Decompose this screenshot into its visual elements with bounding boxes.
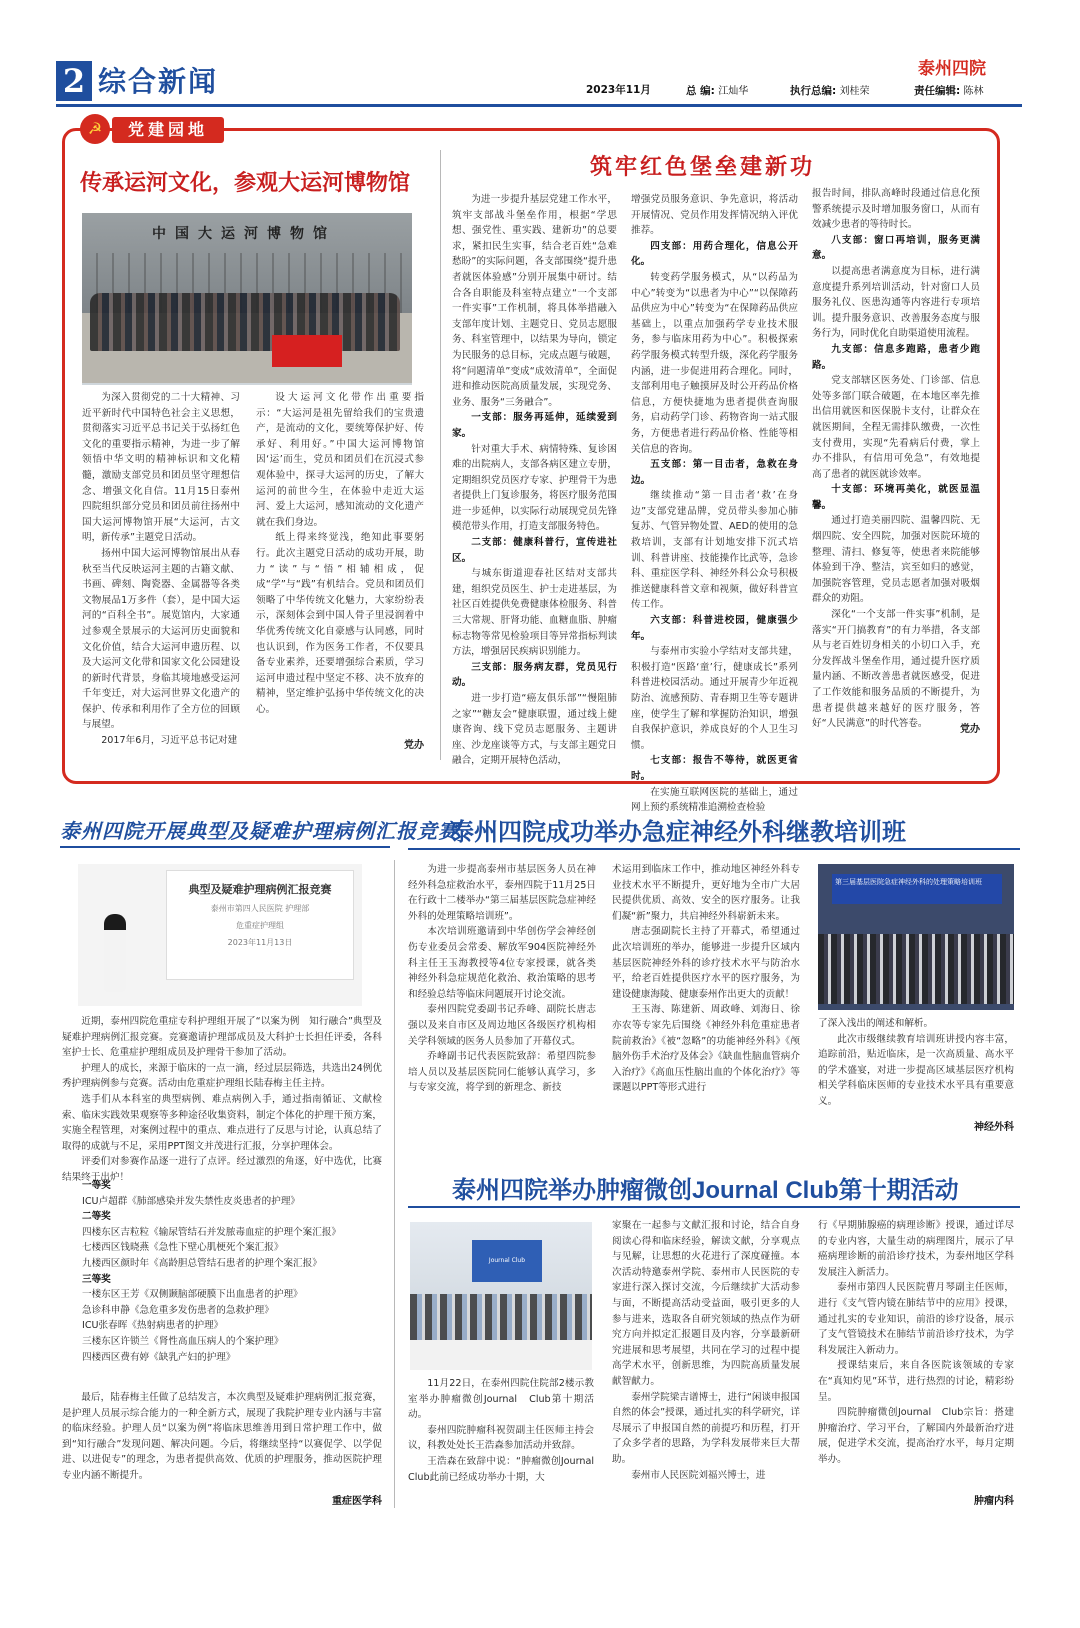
award-item: 四楼西区费有婷《缺乳产妇的护理》: [82, 1351, 236, 1363]
article-title-neurosurgery: 泰州四院成功举办急症神经外科继教培训班: [450, 819, 906, 846]
neuro-col1: 为进一步提高泰州市基层医务人员在神经外科急症救治水平，泰州四院于11月25日在行政十二楼举办“第三届基层医院急症神经外科的处理策略培训班”。 本次培训班邀请到中华创伤学会神经创伤专业委员会常委、解放军904医院神经外科主任王玉海教授等4位专家授课，就各类神经外科急症规范化救治、救治策略的思考和经验总结等临床问题展开讨论交流。 泰州四院党委副书记乔峰、副院长唐志强以及来自市区及周边地区各级医疗机构相关学科领域的医务人员参加了开幕仪式。 乔峰副书记代表医院致辞：希望四院参培人员以及基层医院同仁能够认真学习，多与专家交流，将学到的新理念、新技: [408, 864, 596, 1094]
award-item: 七楼西区钱晓燕《急性下壁心肌梗死个案汇报》: [82, 1242, 284, 1254]
party-section-rule: [230, 129, 950, 131]
page-number: 2: [56, 61, 92, 101]
article-fortress-col3: 报告时间，排队高峰时段通过信息化预警系统提示及时增加服务窗口，从而有效减少患者的等待时长。 八支部：窗口再培训，服务更满意。 以提高患者满意度为目标，进行满意度提升系列培训活动，针对窗口人员服务礼仪、医患沟通等内容进行专项培训。提升服务意识、改善服务态度与服务行为，同时优化自助渠道使用流程。 九支部：信息多跑路，患者少跑路。 党支部辖区医务处、门诊部、信息处等多部门联合破题，在本地区率先推出信用就医和医保脱卡支付，让群众在就医期间，全程无需排队缴费，一次性支付费用，实现“先看病后付费，掌上办不排队，有信用可免急”，有效地提高了患者的就医就诊效率。 十支部：环境再美化，就医显温馨。 通过打造美丽四院、温馨四院、无烟四院、安全四院，加强对医院环境的整理、清扫、修复等，使患者来院能够体验到干净、整洁，宾至如归的感觉，加强院容管理，党员志愿者加强对吸烟群众的劝阻。 深化“一个支部一件实事”机制，是落实“开门搞教育”的有力举措，各支部从与老百姓切身相关的小切口入手，充分发挥战斗堡垒作用，通过提升医疗质量内涵、不断改善患者就医感受，促进了工作效能和服务品质的不断提升，为患者提供越来越好的医疗服务，答好“人民满意”的时代答卷。: [812, 188, 980, 730]
nursing-closing: 最后，陆春梅主任做了总结发言，本次典型及疑难护理病例汇报竞赛，是护理人员展示综合能力的一种全新方式，展现了我院护理专业内涵与丰富的临床经验。护理人员“以案为例”将临床思维善用到日常护理工作中，做到“知行融合”发现问题、解决问题。今后，将继续坚持“以赛促学、以学促进、以进促专”的理念，为患者提供高效、优质的护理服务，推动医院护理专业内涵不断提升。: [62, 1392, 382, 1481]
masthead-logo: 泰州四院: [918, 59, 986, 79]
party-section-tab: 党建园地: [112, 117, 224, 143]
conference-photo: [818, 864, 1014, 1010]
neuro-col3: 了深入浅出的阐述和解析。 此次市级继续教育培训班讲授内容丰富，追踪前沿，贴近临床，是一次高质量、高水平的学术盛宴，对进一步提高区域基层医疗机构相关学科临床医师的专业技术水平具有重要意义。: [818, 1018, 1014, 1107]
meeting-table: [410, 1340, 592, 1370]
article-title-red-fortress: 筑牢红色堡垒建新功: [590, 154, 816, 180]
nursing-intro: 近期，泰州四院危重症专科护理组开展了“以案为例 知行融合”典型及疑难护理病例汇报竞赛。竞赛邀请护理部成员及大科护士长担任评委，各科室护士长、危重症护理组成员及护理骨干参加了活动。 护理人的成长，来源于临床的一点一滴，经过层层筛选，共选出24例优秀护理病例参与竞赛。活动由危重症护理组长陆春梅主任主持。 选手们从本科室的典型病例、难点病例入手，通过指南循证、文献检索、临床实践效果观察等多种途径收集资料，制定个体化的护理干预方案，实施全程管理，对案例过程中的重点、难点进行了反思与讨论，认真总结了取得的成就与不足，采用PPT图文并茂进行汇报，分享护理体会。 评委们对参赛作品逐一进行了点评。经过激烈的角逐，好中选优，比赛结果终于出炉！: [62, 1016, 382, 1183]
journal-club-screen: Journal Club: [472, 1240, 542, 1282]
presentation-slide: 典型及疑难护理病例汇报竞赛 泰州市第四人民医院 护理部 危重症护理组 2023年11月13日: [166, 870, 354, 980]
conference-screen: 第三届基层医院急症神经外科的处理策略培训班: [832, 874, 1002, 904]
article-fortress-signature: 党办: [960, 724, 980, 735]
journal-col2: 家聚在一起参与文献汇报和讨论，结合自身阅读心得和临床经验，解读文献，分享观点与见解，让思想的火花进行了深度碰撞。本次活动特邀泰州学院、泰州市人民医院的专家进行深入探讨交流，今后继续扩大活动参与面，不断提高活动受益面，吸引更多的人参与进来，选取各自研究领域的热点作为研究方向并拟定汇报题目及内容，分享最新研究进展和思考展望，共同在学习的过程中提高学术水平，创新思维，为四院高质量发展献智献力。 泰州学院梁吉谱博士，进行“闲谈申报国自然的体会”授课，通过扎实的科学研究，详尽展示了申报国自然的前提巧和历程，打开了众多学者的思路，为学科发展带来巨大帮助。 泰州市人民医院刘福兴博士，进: [612, 1220, 800, 1481]
journal-club-photo: [410, 1222, 592, 1370]
article-fortress-col1: 为进一步提升基层党建工作水平，筑牢支部战斗堡垒作用，根据“学思想、强党性、重实践、建新功”的总要求，紧扣民生实事，结合老百姓“急难愁盼”的实际问题，各支部围绕“提升患者就医体验感”分别开展集中研讨。结合各自职能及科室特点建立“一个支部一件实事”工作机制，将具体举措融入支部年度计划、主题党日、党员志愿服务、科室管理中，以结果为导向，锁定为民服务的总目标，完成点题与破题，将“问题清单”变成“成效清单”，全面促进和推动医院高质量发展，实现党务、业务、服务“三务融合”。 一支部：服务再延伸，延续爱到家。 针对重大手术、病情特殊、复诊困难的出院病人，支部各病区建立专册，定期组织党员医疗专家、护理骨干为患者提供上门复诊服务，将医疗服务范围进一步延伸，以实际行动展现党员先锋模范带头作用，打造支部服务特色。 二支部：健康科普行，宣传进社区。 与城东街道迎春社区结对支部共建，组织党员医生、护士走进基层，为社区百姓提供免费健康体检服务、科普三大常规、肝肾功能、血糖血脂、肿瘤标志物等常见检验项目等异常指标判读方法，增强居民疾病识别能力。 三支部：服务病友群，党员见行动。 进一步打造“癌友俱乐部”“慢阻肺之家”“糖友会”健康联盟，通过线上健康咨询、线下党员志愿服务、主题讲座、沙龙座谈等方式，与支部主题党日融合，定期开展特色活动，: [452, 194, 617, 767]
award-item: ICU张春晖《热射病患者的护理》: [82, 1320, 224, 1332]
award-level-2: 二等奖: [82, 1211, 111, 1223]
journal-col1: 11月22日，在泰州四院住院部2楼示教室举办肿瘤微创Journal Club第十期活动。 泰州四院肿瘤科祝贺副主任医师主持会议，科教处处长王浩森参加活动并致辞。 王浩森在致辞中说：“肿瘤微创Journal Club此前已经成功举办十期，大: [408, 1378, 604, 1483]
article-canal-col1: 为深入贯彻党的二十大精神、习近平新时代中国特色社会主义思想，贯彻落实习近平总书记关于弘扬红色文化的重要指示精神，为进一步了解领悟中华文明的精神标识和文化精髓，激励支部党员和团员坚守理想信念、增强文化自信。11月15日泰州四院组织部分党员和团员前往扬州中国大运河博物馆开展“大运河，古文明，新传承”主题党日活动。 扬州中国大运河博物馆展出从春秋至当代反映运河主题的古籍文献、书画、碑刻、陶瓷器、金属器等各类文物展品1万多件（套），是中国大运河的“百科全书”。展览馆内，大家通过参观全景展示的大运河历史面貌和文化价值，结合大运河申遗历程、以及大运河文化带和国家文化公园建设的新时代背景，身临其境地感受运河千年变迁，对大运河世界文化遗产的保护、传承和利用作了全方位的回顾与展望。 2017年6月，习近平总书记对建: [82, 392, 240, 747]
award-item: 三楼东区许锁兰《肾性高血压病人的个案护理》: [82, 1335, 284, 1347]
column-divider: [394, 860, 395, 1508]
award-list: [82, 1178, 382, 1365]
museum-sign: 中国大运河博物馆: [152, 226, 336, 242]
museum-photo: [82, 213, 412, 385]
award-item: 九楼西区颜时年《高龄胆总管结石患者的护理个案汇报》: [82, 1257, 322, 1269]
article-title-journal-club: 泰州四院举办肿瘤微创Journal Club第十期活动: [452, 1177, 959, 1204]
award-level-1: 一等奖: [82, 1180, 111, 1191]
nursing-title-rule: [60, 846, 390, 848]
article-fortress-col2: 增强党员服务意识、争先意识，将活动开展情况、党员作用发挥情况纳入评优推荐。 四支部：用药合理化，信息公开化。 转变药学服务模式，从“以药品为中心”转变为“以患者为中心”“以保障药品供应为中心”转变为“在保障药品供应基础上，以重点加强药学专业技术服务，参与临床用药为中心”。积极探索药学服务模式转型升级，深化药学服务内涵，进一步促进用药合理化。同时，支部利用电子触摸屏及时公开药品价格信息，方便快捷地为患者提供查询服务，启动药学门诊、药物咨询一站式服务，方便患者进行药品价格、性能等相关信息的咨询。 五支部：第一目击者，急救在身边。 继续推动“第一目击者‘救’在身边”支部党建品牌，党员带头参加心肺复苏、气管异物处置、AED的使用的急救培训，支部有计划地安排下沉式培训、科普讲座、技能操作比武等，急诊科、重症医学科、神经外科公众号积极推送健康科普文章和视频，做好科普宣传工作。 六支部：科普进校园，健康强少年。 与泰州市实验小学结对支部共建，积极打造“医路‘童’行，健康成长”系列科普进校园活动。通过开展青少年近视防治、流感预防、青春期卫生等专题讲座，使学生了解和掌握防治知识，增强自我保护意识，养成良好的个人卫生习惯。 七支部：报告不等待，就医更省时。 在实施互联网医院的基础上，通过网上预约系统精准追溯检查检验: [631, 194, 798, 814]
chief-editor: 总 编: 江灿华: [686, 85, 749, 97]
nursing-photo: [78, 864, 362, 1006]
audience: [818, 934, 1014, 1004]
journal-title-rule: [408, 1206, 1020, 1208]
award-item: 一楼东区王芳《双侧颞脑部硬膜下出血患者的护理》: [82, 1289, 303, 1301]
award-item: 急诊科申静《急危重多发伤患者的急救护理》: [82, 1304, 274, 1316]
article-title-nursing: 泰州四院开展典型及疑难护理病例汇报竞赛: [60, 819, 459, 843]
section-title: 综合新闻: [98, 65, 219, 98]
journal-col3: 行《早期肺腺癌的病理诊断》授课，通过详尽的专业内容，大量生动的病理图片，展示了早癌病理诊断的前沿诊疗技术，为泰州地区学科发展注入新活力。 泰州市第四人民医院曹月琴副主任医师，进行《支气管内镜在肺结节中的应用》授课，通过扎实的专业知识，前沿的诊疗设备，展示了支气管镜技术在肺结节前沿诊疗技术，为学科发展注入新动力。 授课结束后，来自各医院该领域的专家在“真知灼见”环节，进行热烈的讨论，精彩纷呈。 四院肿瘤微创Journal Club宗旨：搭建肿瘤治疗、学习平台，了解国内外最新治疗进展，促进学术交流，提高治疗水平，每月定期举办。: [818, 1220, 1014, 1465]
neuro-col2: 术运用到临床工作中，推动地区神经外科专业技术水平不断提升，更好地为全市广大居民提供优质、高效、安全的医疗服务。让我们凝“新”聚力，共启神经外科崭新未来。 唐志强副院长主持了开幕式，希望通过此次培训班的举办，能够进一步提升区域内基层医院神经外科的诊疗技术水平与防治水平，给老百姓提供医疗水平的医疗服务，为建设健康海陵、健康泰州作出更大的贡献！ 王玉海、陈建新、周政峰、刘海日、徐亦农等专家先后围绕《神经外科危重症患者院前救治》《被“忽略”的功能神经外科》《颅脑外伤手术治疗及体会》《缺血性脑血管病介入治疗》《高血压性脑出血的个体化治疗》等课题以PPT等形式进行: [612, 864, 800, 1094]
award-item: 四楼东区吉粒粒《输尿管结石并发脓毒血症的护理个案汇报》: [82, 1226, 342, 1238]
award-item: ICU卢超群《肺部感染并发失禁性皮炎患者的护理》: [82, 1195, 301, 1207]
article-canal-col2: 设大运河文化带作出重要指示：“大运河是祖先留给我们的宝贵遗产，是流动的文化，要统筹保护好、传承好、利用好。”中国大运河博物馆因‘运’而生，党员和团员们在沉浸式参观体验中，探寻大运河的历史，了解大运河的前世今生，在体验中走近大运河、爱上大运河，感知流动的文化遗产就在我们身边。 纸上得来终觉浅，绝知此事要躬行。此次主题党日活动的成功开展，助力“读”与“悟”相辅相成，促成“学”与“践”有机结合。党员和团员们领略了中华传统文化魅力，大家纷纷表示，深刻体会到中国人骨子里浸润着中华优秀传统文化自豪感与认同感，同时也认识到，作为医务工作者，不仅要具备专业素养，还要增强综合素质，学习运河申遗过程中坚定不移、决不放弃的精神，坚定维护弘扬中华传统文化的决心。: [256, 392, 424, 715]
nurse-presenter: [104, 914, 126, 992]
party-emblem-icon: ☭: [80, 114, 110, 144]
issue-date: 2023年11月: [586, 84, 651, 96]
article-canal-signature: 党办: [404, 740, 424, 751]
group-of-people: [90, 293, 400, 351]
duty-editor: 责任编辑: 陈林: [914, 85, 984, 97]
executive-editor: 执行总编: 刘桂荣: [790, 85, 870, 97]
nursing-signature: 重症医学科: [332, 1496, 382, 1507]
column-divider: [440, 150, 441, 760]
journal-signature: 肿瘤内科: [974, 1496, 1014, 1507]
party-flag: [272, 335, 342, 367]
award-level-3: 三等奖: [82, 1273, 111, 1285]
neuro-title-rule: [408, 848, 1020, 850]
article-title-canal: 传承运河文化，参观大运河博物馆: [80, 170, 411, 195]
header-rule: [56, 104, 1022, 107]
neuro-signature: 神经外科: [974, 1122, 1014, 1133]
